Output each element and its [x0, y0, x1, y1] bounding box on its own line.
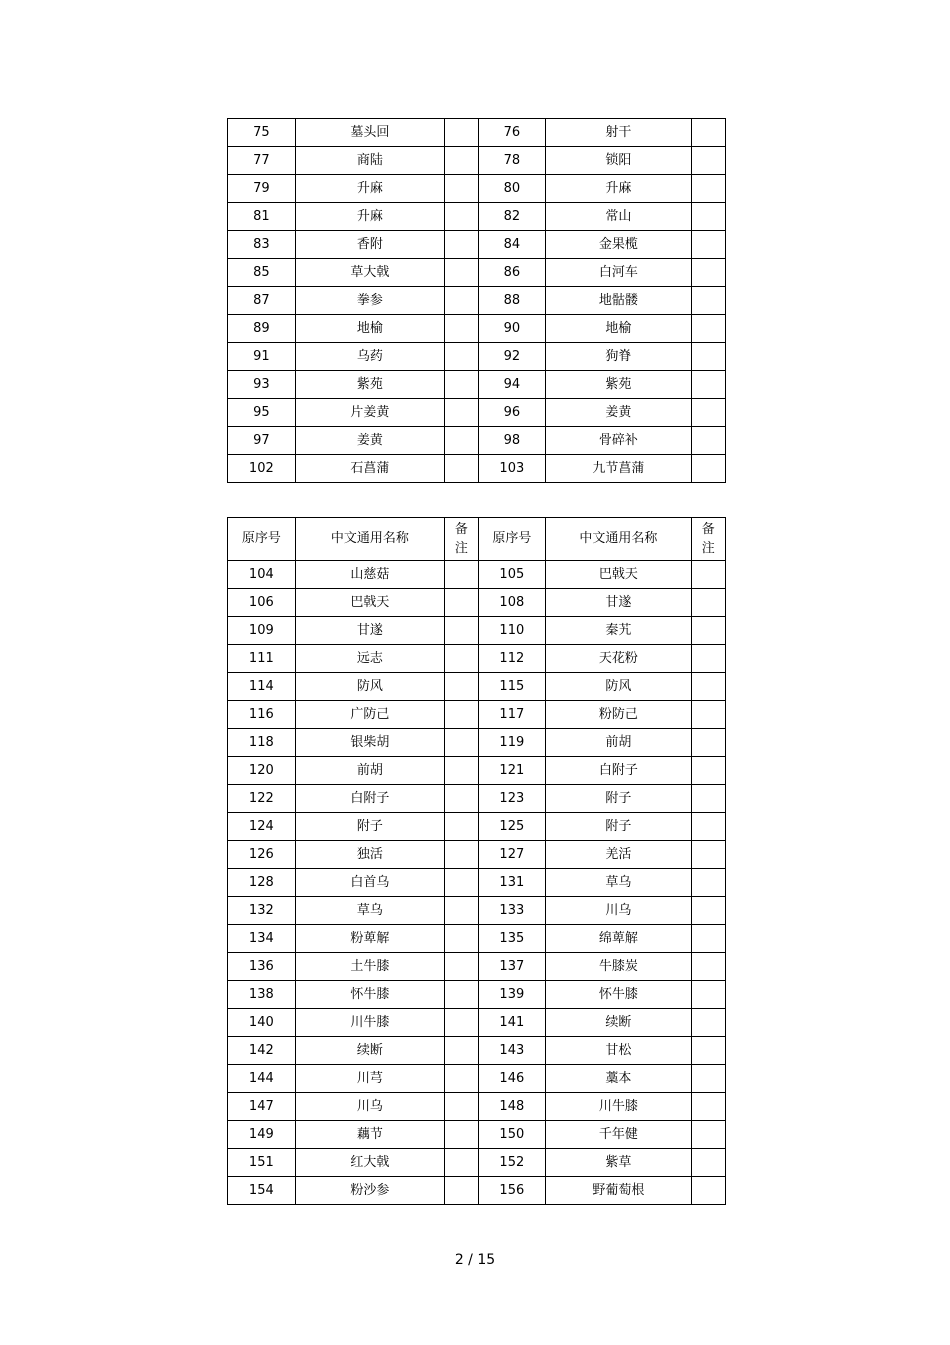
table-row	[228, 203, 726, 231]
cell-note-right	[691, 259, 725, 287]
cell-note-left	[445, 259, 478, 287]
cell-cn-name-left: 白首乌	[295, 869, 445, 897]
cell-orig-no-left: 147	[228, 1093, 296, 1121]
cell-orig-no-left: 140	[228, 1009, 296, 1037]
cell-orig-no-left: 149	[228, 1121, 296, 1149]
cell-orig-no-left: 81	[228, 203, 296, 231]
cell-cn-name-right: 升麻	[546, 175, 691, 203]
cell-cn-name-right: 白河车	[546, 259, 691, 287]
cell-note-left	[445, 953, 478, 981]
cell-orig-no-right: 135	[478, 925, 546, 953]
cell-note-right	[691, 897, 725, 925]
cell-orig-no-left: 126	[228, 841, 296, 869]
cell-cn-name-right: 常山	[546, 203, 691, 231]
herb-table-bottom-body	[228, 561, 726, 1205]
cell-orig-no-right: 150	[478, 1121, 546, 1149]
cell-cn-name-left: 川芎	[295, 1065, 445, 1093]
cell-note-right	[691, 1065, 725, 1093]
herb-table-bottom	[227, 517, 726, 1205]
cell-note-right	[691, 1149, 725, 1177]
header-note-right	[691, 518, 725, 561]
cell-cn-name-left: 地榆	[295, 315, 445, 343]
cell-note-left	[445, 981, 478, 1009]
cell-cn-name-left: 商陆	[295, 147, 445, 175]
table-row	[228, 231, 726, 259]
table-row	[228, 399, 726, 427]
cell-orig-no-left: 132	[228, 897, 296, 925]
cell-orig-no-right: 108	[478, 589, 546, 617]
cell-cn-name-right: 秦艽	[546, 617, 691, 645]
cell-note-left	[445, 147, 478, 175]
cell-note-right	[691, 399, 725, 427]
table-row	[228, 841, 726, 869]
table-row	[228, 371, 726, 399]
cell-note-right	[691, 343, 725, 371]
table-row	[228, 1177, 726, 1205]
cell-note-right	[691, 147, 725, 175]
cell-note-right	[691, 869, 725, 897]
cell-cn-name-left: 片姜黄	[295, 399, 445, 427]
cell-orig-no-left: 85	[228, 259, 296, 287]
cell-cn-name-left: 升麻	[295, 175, 445, 203]
cell-note-left	[445, 119, 478, 147]
cell-orig-no-left: 122	[228, 785, 296, 813]
cell-cn-name-right: 草乌	[546, 869, 691, 897]
cell-cn-name-right: 防风	[546, 673, 691, 701]
cell-note-right	[691, 645, 725, 673]
cell-cn-name-right: 川乌	[546, 897, 691, 925]
cell-note-left	[445, 785, 478, 813]
cell-cn-name-right: 野葡萄根	[546, 1177, 691, 1205]
cell-cn-name-left: 姜黄	[295, 427, 445, 455]
cell-orig-no-left: 111	[228, 645, 296, 673]
herb-table-top-body	[228, 119, 726, 483]
cell-orig-no-right: 90	[478, 315, 546, 343]
cell-orig-no-left: 151	[228, 1149, 296, 1177]
cell-note-left	[445, 1009, 478, 1037]
cell-note-left	[445, 757, 478, 785]
cell-orig-no-left: 97	[228, 427, 296, 455]
table-row	[228, 1037, 726, 1065]
cell-orig-no-right: 117	[478, 701, 546, 729]
table-row	[228, 175, 726, 203]
table-row	[228, 1065, 726, 1093]
cell-cn-name-right: 姜黄	[546, 399, 691, 427]
table-row	[228, 287, 726, 315]
table-row	[228, 119, 726, 147]
cell-note-left	[445, 561, 478, 589]
cell-cn-name-left: 粉萆解	[295, 925, 445, 953]
cell-note-right	[691, 757, 725, 785]
cell-note-left	[445, 813, 478, 841]
header-orig-no-left: 原序号	[228, 518, 296, 561]
cell-cn-name-left: 升麻	[295, 203, 445, 231]
cell-note-left	[445, 427, 478, 455]
cell-orig-no-right: 133	[478, 897, 546, 925]
table-row	[228, 729, 726, 757]
cell-note-left	[445, 841, 478, 869]
cell-cn-name-left: 附子	[295, 813, 445, 841]
cell-orig-no-right: 146	[478, 1065, 546, 1093]
cell-orig-no-right: 119	[478, 729, 546, 757]
cell-orig-no-left: 124	[228, 813, 296, 841]
table-row	[228, 813, 726, 841]
cell-note-left	[445, 1093, 478, 1121]
cell-orig-no-right: 92	[478, 343, 546, 371]
table-row	[228, 673, 726, 701]
header-orig-no-right: 原序号	[478, 518, 546, 561]
herb-table-header	[228, 518, 726, 561]
cell-cn-name-right: 九节菖蒲	[546, 455, 691, 483]
cell-cn-name-right: 地榆	[546, 315, 691, 343]
cell-note-left	[445, 1121, 478, 1149]
cell-note-right	[691, 785, 725, 813]
cell-note-right	[691, 981, 725, 1009]
cell-cn-name-right: 川牛膝	[546, 1093, 691, 1121]
cell-note-right	[691, 1121, 725, 1149]
cell-cn-name-left: 独活	[295, 841, 445, 869]
cell-orig-no-left: 144	[228, 1065, 296, 1093]
cell-cn-name-left: 川乌	[295, 1093, 445, 1121]
cell-cn-name-left: 粉沙参	[295, 1177, 445, 1205]
cell-note-right	[691, 729, 725, 757]
cell-note-right	[691, 561, 725, 589]
header-note-line2: 注	[454, 541, 468, 556]
table-row	[228, 147, 726, 175]
table-row	[228, 953, 726, 981]
cell-note-left	[445, 729, 478, 757]
cell-cn-name-right: 前胡	[546, 729, 691, 757]
cell-orig-no-left: 89	[228, 315, 296, 343]
table-row	[228, 757, 726, 785]
cell-note-right	[691, 841, 725, 869]
cell-cn-name-right: 千年健	[546, 1121, 691, 1149]
cell-cn-name-left: 续断	[295, 1037, 445, 1065]
header-cn-name-left: 中文通用名称	[295, 518, 445, 561]
cell-orig-no-right: 152	[478, 1149, 546, 1177]
cell-cn-name-left: 草乌	[295, 897, 445, 925]
cell-cn-name-right: 地骷髅	[546, 287, 691, 315]
cell-orig-no-left: 91	[228, 343, 296, 371]
cell-orig-no-left: 87	[228, 287, 296, 315]
cell-note-left	[445, 673, 478, 701]
cell-note-left	[445, 1037, 478, 1065]
table-row	[228, 1093, 726, 1121]
cell-note-left	[445, 589, 478, 617]
cell-cn-name-left: 藕节	[295, 1121, 445, 1149]
cell-orig-no-right: 112	[478, 645, 546, 673]
cell-orig-no-right: 78	[478, 147, 546, 175]
cell-orig-no-left: 120	[228, 757, 296, 785]
cell-cn-name-right: 射干	[546, 119, 691, 147]
table-row	[228, 897, 726, 925]
cell-orig-no-right: 88	[478, 287, 546, 315]
header-cn-name-right: 中文通用名称	[546, 518, 691, 561]
cell-note-right	[691, 617, 725, 645]
cell-note-right	[691, 455, 725, 483]
cell-orig-no-right: 143	[478, 1037, 546, 1065]
cell-note-right	[691, 427, 725, 455]
cell-note-left	[445, 231, 478, 259]
cell-note-right	[691, 813, 725, 841]
cell-orig-no-right: 82	[478, 203, 546, 231]
cell-cn-name-right: 甘松	[546, 1037, 691, 1065]
cell-orig-no-left: 114	[228, 673, 296, 701]
cell-orig-no-right: 98	[478, 427, 546, 455]
cell-cn-name-left: 石菖蒲	[295, 455, 445, 483]
cell-note-left	[445, 399, 478, 427]
cell-orig-no-left: 134	[228, 925, 296, 953]
table-row	[228, 1149, 726, 1177]
cell-note-right	[691, 589, 725, 617]
cell-cn-name-right: 紫苑	[546, 371, 691, 399]
cell-cn-name-right: 锁阳	[546, 147, 691, 175]
cell-note-right	[691, 175, 725, 203]
cell-cn-name-right: 附子	[546, 813, 691, 841]
cell-orig-no-right: 94	[478, 371, 546, 399]
cell-note-left	[445, 343, 478, 371]
cell-note-right	[691, 1009, 725, 1037]
cell-orig-no-left: 138	[228, 981, 296, 1009]
cell-cn-name-left: 银柴胡	[295, 729, 445, 757]
cell-orig-no-left: 75	[228, 119, 296, 147]
cell-cn-name-left: 草大戟	[295, 259, 445, 287]
cell-cn-name-left: 甘遂	[295, 617, 445, 645]
cell-orig-no-right: 156	[478, 1177, 546, 1205]
cell-note-right	[691, 231, 725, 259]
cell-note-right	[691, 1037, 725, 1065]
cell-note-left	[445, 455, 478, 483]
cell-note-left	[445, 203, 478, 231]
cell-note-left	[445, 175, 478, 203]
cell-cn-name-right: 骨碎补	[546, 427, 691, 455]
cell-cn-name-right: 甘遂	[546, 589, 691, 617]
cell-note-right	[691, 1177, 725, 1205]
cell-note-left	[445, 315, 478, 343]
cell-note-right	[691, 203, 725, 231]
cell-cn-name-right: 羌活	[546, 841, 691, 869]
cell-orig-no-right: 86	[478, 259, 546, 287]
header-note-line1: 备	[701, 522, 715, 537]
cell-cn-name-left: 怀牛膝	[295, 981, 445, 1009]
cell-note-left	[445, 1177, 478, 1205]
table-row	[228, 785, 726, 813]
cell-note-right	[691, 371, 725, 399]
cell-orig-no-right: 76	[478, 119, 546, 147]
cell-cn-name-right: 金果榄	[546, 231, 691, 259]
cell-cn-name-right: 藁本	[546, 1065, 691, 1093]
cell-note-right	[691, 953, 725, 981]
cell-cn-name-right: 绵萆解	[546, 925, 691, 953]
table-row	[228, 561, 726, 589]
cell-note-right	[691, 925, 725, 953]
cell-orig-no-right: 105	[478, 561, 546, 589]
cell-orig-no-left: 93	[228, 371, 296, 399]
cell-note-left	[445, 1065, 478, 1093]
cell-cn-name-left: 山慈菇	[295, 561, 445, 589]
cell-orig-no-right: 125	[478, 813, 546, 841]
cell-note-left	[445, 701, 478, 729]
cell-orig-no-right: 131	[478, 869, 546, 897]
herb-table-top	[227, 118, 726, 483]
cell-note-right	[691, 119, 725, 147]
page-number: 2 / 15	[454, 1252, 496, 1268]
cell-orig-no-left: 95	[228, 399, 296, 427]
table-row	[228, 343, 726, 371]
cell-note-left	[445, 645, 478, 673]
cell-note-right	[691, 287, 725, 315]
cell-cn-name-left: 拳参	[295, 287, 445, 315]
cell-note-right	[691, 1093, 725, 1121]
cell-orig-no-left: 118	[228, 729, 296, 757]
cell-orig-no-right: 115	[478, 673, 546, 701]
table-row	[228, 869, 726, 897]
table-row	[228, 315, 726, 343]
header-note-line1: 备	[454, 522, 468, 537]
cell-cn-name-left: 香附	[295, 231, 445, 259]
cell-orig-no-right: 110	[478, 617, 546, 645]
cell-cn-name-right: 狗脊	[546, 343, 691, 371]
cell-cn-name-left: 川牛膝	[295, 1009, 445, 1037]
table-row	[228, 1009, 726, 1037]
cell-orig-no-left: 102	[228, 455, 296, 483]
cell-note-left	[445, 287, 478, 315]
cell-orig-no-left: 83	[228, 231, 296, 259]
table-row	[228, 701, 726, 729]
cell-cn-name-right: 牛膝炭	[546, 953, 691, 981]
cell-note-right	[691, 701, 725, 729]
cell-orig-no-right: 103	[478, 455, 546, 483]
cell-orig-no-right: 96	[478, 399, 546, 427]
cell-cn-name-left: 前胡	[295, 757, 445, 785]
cell-orig-no-left: 104	[228, 561, 296, 589]
cell-note-left	[445, 897, 478, 925]
cell-orig-no-right: 137	[478, 953, 546, 981]
cell-cn-name-left: 墓头回	[295, 119, 445, 147]
cell-note-right	[691, 315, 725, 343]
cell-cn-name-right: 巴戟天	[546, 561, 691, 589]
cell-cn-name-right: 续断	[546, 1009, 691, 1037]
cell-orig-no-right: 141	[478, 1009, 546, 1037]
cell-orig-no-left: 142	[228, 1037, 296, 1065]
cell-cn-name-left: 巴戟天	[295, 589, 445, 617]
cell-cn-name-left: 白附子	[295, 785, 445, 813]
cell-orig-no-left: 128	[228, 869, 296, 897]
cell-cn-name-right: 附子	[546, 785, 691, 813]
table-row	[228, 617, 726, 645]
cell-cn-name-left: 广防己	[295, 701, 445, 729]
table-row	[228, 981, 726, 1009]
table-row	[228, 259, 726, 287]
cell-note-right	[691, 673, 725, 701]
cell-note-left	[445, 869, 478, 897]
cell-orig-no-right: 123	[478, 785, 546, 813]
cell-orig-no-right: 127	[478, 841, 546, 869]
table-row	[228, 925, 726, 953]
cell-orig-no-right: 148	[478, 1093, 546, 1121]
table-row	[228, 455, 726, 483]
cell-orig-no-left: 77	[228, 147, 296, 175]
cell-orig-no-right: 84	[478, 231, 546, 259]
cell-orig-no-left: 109	[228, 617, 296, 645]
table-row	[228, 589, 726, 617]
cell-cn-name-right: 怀牛膝	[546, 981, 691, 1009]
cell-cn-name-right: 白附子	[546, 757, 691, 785]
table-row	[228, 427, 726, 455]
header-row	[228, 518, 726, 561]
cell-orig-no-left: 154	[228, 1177, 296, 1205]
cell-note-left	[445, 617, 478, 645]
cell-orig-no-right: 139	[478, 981, 546, 1009]
cell-orig-no-left: 79	[228, 175, 296, 203]
header-note-left	[445, 518, 478, 561]
cell-orig-no-left: 106	[228, 589, 296, 617]
cell-cn-name-left: 乌药	[295, 343, 445, 371]
cell-cn-name-left: 土牛膝	[295, 953, 445, 981]
cell-cn-name-right: 粉防己	[546, 701, 691, 729]
table-row	[228, 1121, 726, 1149]
cell-cn-name-left: 远志	[295, 645, 445, 673]
cell-cn-name-left: 防风	[295, 673, 445, 701]
cell-orig-no-right: 80	[478, 175, 546, 203]
cell-cn-name-right: 紫草	[546, 1149, 691, 1177]
cell-note-left	[445, 925, 478, 953]
header-note-line2: 注	[701, 541, 715, 556]
cell-cn-name-left: 红大戟	[295, 1149, 445, 1177]
cell-note-left	[445, 1149, 478, 1177]
cell-cn-name-left: 紫苑	[295, 371, 445, 399]
cell-cn-name-right: 天花粉	[546, 645, 691, 673]
cell-orig-no-left: 136	[228, 953, 296, 981]
cell-note-left	[445, 371, 478, 399]
cell-orig-no-right: 121	[478, 757, 546, 785]
cell-orig-no-left: 116	[228, 701, 296, 729]
table-row	[228, 645, 726, 673]
